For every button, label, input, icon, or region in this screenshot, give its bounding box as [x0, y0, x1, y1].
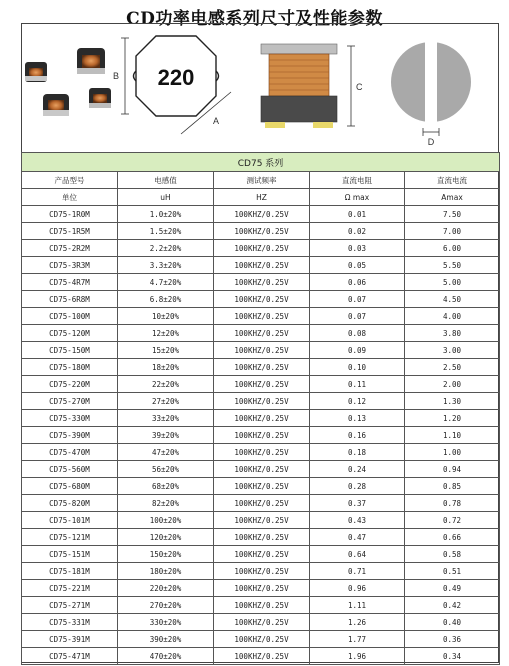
cell-inductance: 22±20% — [118, 376, 214, 393]
table-row — [22, 223, 500, 240]
cell-dc-current: 3.00 — [405, 342, 500, 359]
dimension-b-label: B — [112, 71, 119, 81]
cell-part-number: CD75-330M — [22, 410, 118, 427]
header-dc-current: 直流电流 — [405, 172, 500, 189]
cell-inductance: 180±20% — [118, 563, 214, 580]
unit-frequency: HZ — [214, 189, 310, 206]
cell-dc-current: 1.30 — [405, 393, 500, 410]
cell-dc-resistance: 1.77 — [310, 631, 405, 648]
cell-inductance: 100±20% — [118, 512, 214, 529]
cell-part-number: CD75-100M — [22, 308, 118, 325]
cell-test-frequency: 100KHZ/0.25V — [214, 325, 310, 342]
cell-dc-current: 1.10 — [405, 427, 500, 444]
spec-table — [21, 152, 500, 665]
cell-dc-current: 4.50 — [405, 291, 500, 308]
cell-inductance: 2.2±20% — [118, 240, 214, 257]
cell-dc-current: 0.34 — [405, 648, 500, 665]
cell-test-frequency: 100KHZ/0.25V — [214, 274, 310, 291]
cell-inductance: 33±20% — [118, 410, 214, 427]
cell-inductance: 10±20% — [118, 308, 214, 325]
cell-dc-current: 0.85 — [405, 478, 500, 495]
cell-test-frequency: 100KHZ/0.25V — [214, 376, 310, 393]
cell-dc-current: 3.80 — [405, 325, 500, 342]
cell-dc-resistance: 1.11 — [310, 597, 405, 614]
table-row — [22, 495, 500, 512]
cell-inductance: 330±20% — [118, 614, 214, 631]
cell-part-number: CD75-4R7M — [22, 274, 118, 291]
table-row — [22, 206, 500, 223]
cell-inductance: 270±20% — [118, 597, 214, 614]
cell-dc-resistance: 0.64 — [310, 546, 405, 563]
cell-test-frequency: 100KHZ/0.25V — [214, 206, 310, 223]
side-view-drawing — [261, 44, 363, 128]
table-row — [22, 342, 500, 359]
cell-inductance: 4.7±20% — [118, 274, 214, 291]
cell-dc-current: 0.94 — [405, 461, 500, 478]
cell-test-frequency: 100KHZ/0.25V — [214, 240, 310, 257]
cell-dc-resistance: 0.05 — [310, 257, 405, 274]
cell-dc-resistance: 0.43 — [310, 512, 405, 529]
cell-test-frequency: 100KHZ/0.25V — [214, 478, 310, 495]
cell-dc-resistance: 0.47 — [310, 529, 405, 546]
column-header-row — [22, 172, 500, 189]
cell-part-number: CD75-3R3M — [22, 257, 118, 274]
table-row — [22, 614, 500, 631]
bottom-view-drawing — [391, 40, 471, 147]
cell-inductance: 120±20% — [118, 529, 214, 546]
cell-inductance: 56±20% — [118, 461, 214, 478]
cell-inductance: 68±20% — [118, 478, 214, 495]
cell-dc-resistance: 0.10 — [310, 359, 405, 376]
header-test-frequency: 测试频率 — [214, 172, 310, 189]
cell-part-number: CD75-271M — [22, 597, 118, 614]
cell-part-number: CD75-180M — [22, 359, 118, 376]
header-dc-resistance: 直流电阻 — [310, 172, 405, 189]
cell-part-number: CD75-121M — [22, 529, 118, 546]
cell-dc-current: 0.49 — [405, 580, 500, 597]
cell-test-frequency: 100KHZ/0.25V — [214, 597, 310, 614]
table-row — [22, 274, 500, 291]
header-part-number: 产品型号 — [22, 172, 118, 189]
table-row — [22, 648, 500, 665]
cell-part-number: CD75-151M — [22, 546, 118, 563]
cell-inductance: 3.3±20% — [118, 257, 214, 274]
table-row — [22, 512, 500, 529]
cell-test-frequency: 100KHZ/0.25V — [214, 393, 310, 410]
cell-inductance: 18±20% — [118, 359, 214, 376]
cell-part-number: CD75-331M — [22, 614, 118, 631]
cell-test-frequency: 100KHZ/0.25V — [214, 223, 310, 240]
cell-dc-current: 0.78 — [405, 495, 500, 512]
header-inductance: 电感值 — [118, 172, 214, 189]
cell-part-number: CD75-391M — [22, 631, 118, 648]
dimension-c-label: C — [356, 82, 363, 92]
cell-test-frequency: 100KHZ/0.25V — [214, 631, 310, 648]
cell-test-frequency: 100KHZ/0.25V — [214, 529, 310, 546]
cell-test-frequency: 100KHZ/0.25V — [214, 461, 310, 478]
cell-test-frequency: 100KHZ/0.25V — [214, 512, 310, 529]
table-row — [22, 240, 500, 257]
cell-test-frequency: 100KHZ/0.25V — [214, 444, 310, 461]
dimension-a-label: A — [213, 116, 220, 126]
cell-part-number: CD75-1R0M — [22, 206, 118, 223]
cell-inductance: 220±20% — [118, 580, 214, 597]
table-row — [22, 546, 500, 563]
cell-dc-current: 6.00 — [405, 240, 500, 257]
cell-dc-resistance: 1.26 — [310, 614, 405, 631]
unit-row — [22, 189, 500, 206]
cell-dc-resistance: 0.02 — [310, 223, 405, 240]
cell-test-frequency: 100KHZ/0.25V — [214, 546, 310, 563]
table-row — [22, 529, 500, 546]
unit-inductance: uH — [118, 189, 214, 206]
table-row — [22, 478, 500, 495]
cell-test-frequency: 100KHZ/0.25V — [214, 308, 310, 325]
cell-inductance: 1.5±20% — [118, 223, 214, 240]
cell-part-number: CD75-1R5M — [22, 223, 118, 240]
cell-part-number: CD75-471M — [22, 648, 118, 665]
page-title: CD功率电感系列尺寸及性能参数 — [126, 9, 383, 29]
cell-test-frequency: 100KHZ/0.25V — [214, 563, 310, 580]
cell-inductance: 82±20% — [118, 495, 214, 512]
dimension-diagram — [21, 24, 499, 152]
cell-dc-resistance: 0.06 — [310, 274, 405, 291]
cell-dc-resistance: 0.07 — [310, 308, 405, 325]
cell-dc-resistance: 0.11 — [310, 376, 405, 393]
cell-dc-resistance: 0.09 — [310, 342, 405, 359]
table-row — [22, 257, 500, 274]
table-row — [22, 376, 500, 393]
cell-dc-resistance: 0.28 — [310, 478, 405, 495]
cell-inductance: 15±20% — [118, 342, 214, 359]
cell-test-frequency: 100KHZ/0.25V — [214, 580, 310, 597]
cell-dc-current: 5.00 — [405, 274, 500, 291]
cell-test-frequency: 100KHZ/0.25V — [214, 648, 310, 665]
table-row — [22, 308, 500, 325]
cell-dc-resistance: 0.96 — [310, 580, 405, 597]
cell-part-number: CD75-150M — [22, 342, 118, 359]
cell-dc-resistance: 0.71 — [310, 563, 405, 580]
table-row — [22, 563, 500, 580]
series-header-row — [22, 153, 500, 172]
cell-dc-current: 0.51 — [405, 563, 500, 580]
cell-dc-current: 5.50 — [405, 257, 500, 274]
marking-text: 220 — [157, 65, 195, 90]
table-row — [22, 410, 500, 427]
cell-part-number: CD75-2R2M — [22, 240, 118, 257]
cell-test-frequency: 100KHZ/0.25V — [214, 342, 310, 359]
cell-dc-resistance: 0.08 — [310, 325, 405, 342]
cell-dc-current: 7.50 — [405, 206, 500, 223]
cell-test-frequency: 100KHZ/0.25V — [214, 614, 310, 631]
cell-dc-resistance: 0.12 — [310, 393, 405, 410]
cell-dc-resistance: 1.96 — [310, 648, 405, 665]
cell-part-number: CD75-470M — [22, 444, 118, 461]
table-row — [22, 359, 500, 376]
cell-dc-current: 0.40 — [405, 614, 500, 631]
cell-part-number: CD75-101M — [22, 512, 118, 529]
cell-inductance: 39±20% — [118, 427, 214, 444]
cell-dc-resistance: 0.03 — [310, 240, 405, 257]
cell-dc-resistance: 0.01 — [310, 206, 405, 223]
table-row — [22, 393, 500, 410]
unit-current: Amax — [405, 189, 500, 206]
cell-dc-resistance: 0.37 — [310, 495, 405, 512]
cell-part-number: CD75-120M — [22, 325, 118, 342]
cell-test-frequency: 100KHZ/0.25V — [214, 410, 310, 427]
cell-inductance: 12±20% — [118, 325, 214, 342]
series-label: CD75 系列 — [22, 153, 500, 172]
cell-part-number: CD75-221M — [22, 580, 118, 597]
dimension-d-label: D — [427, 137, 435, 147]
cell-inductance: 6.8±20% — [118, 291, 214, 308]
cell-dc-current: 4.00 — [405, 308, 500, 325]
table-row — [22, 325, 500, 342]
table-row — [22, 580, 500, 597]
cell-dc-current: 7.00 — [405, 223, 500, 240]
cell-dc-resistance: 0.18 — [310, 444, 405, 461]
product-photo — [25, 48, 111, 116]
cell-inductance: 470±20% — [118, 648, 214, 665]
cell-part-number: CD75-390M — [22, 427, 118, 444]
cell-dc-resistance: 0.24 — [310, 461, 405, 478]
cell-dc-current: 2.50 — [405, 359, 500, 376]
table-row — [22, 444, 500, 461]
cell-inductance: 27±20% — [118, 393, 214, 410]
cell-part-number: CD75-820M — [22, 495, 118, 512]
cell-dc-resistance: 0.16 — [310, 427, 405, 444]
cell-test-frequency: 100KHZ/0.25V — [214, 257, 310, 274]
cell-part-number: CD75-181M — [22, 563, 118, 580]
table-row — [22, 427, 500, 444]
table-row — [22, 597, 500, 614]
cell-part-number: CD75-6R8M — [22, 291, 118, 308]
cell-part-number: CD75-270M — [22, 393, 118, 410]
cell-dc-resistance: 0.07 — [310, 291, 405, 308]
cell-dc-current: 2.00 — [405, 376, 500, 393]
cell-test-frequency: 100KHZ/0.25V — [214, 359, 310, 376]
top-view-drawing — [113, 36, 231, 134]
cell-part-number: CD75-220M — [22, 376, 118, 393]
cell-part-number: CD75-680M — [22, 478, 118, 495]
cell-inductance: 150±20% — [118, 546, 214, 563]
cell-inductance: 390±20% — [118, 631, 214, 648]
table-row — [22, 631, 500, 648]
cell-part-number: CD75-560M — [22, 461, 118, 478]
table-row — [22, 461, 500, 478]
cell-dc-current: 1.00 — [405, 444, 500, 461]
cell-dc-current: 0.36 — [405, 631, 500, 648]
table-row — [22, 291, 500, 308]
cell-test-frequency: 100KHZ/0.25V — [214, 427, 310, 444]
cell-inductance: 47±20% — [118, 444, 214, 461]
unit-resistance: Ω max — [310, 189, 405, 206]
cell-dc-current: 0.72 — [405, 512, 500, 529]
cell-test-frequency: 100KHZ/0.25V — [214, 291, 310, 308]
unit-label: 单位 — [22, 189, 118, 206]
cell-dc-current: 1.20 — [405, 410, 500, 427]
cell-dc-current: 0.66 — [405, 529, 500, 546]
cell-inductance: 1.0±20% — [118, 206, 214, 223]
cell-dc-current: 0.42 — [405, 597, 500, 614]
cell-test-frequency: 100KHZ/0.25V — [214, 495, 310, 512]
cell-dc-resistance: 0.13 — [310, 410, 405, 427]
cell-dc-current: 0.58 — [405, 546, 500, 563]
